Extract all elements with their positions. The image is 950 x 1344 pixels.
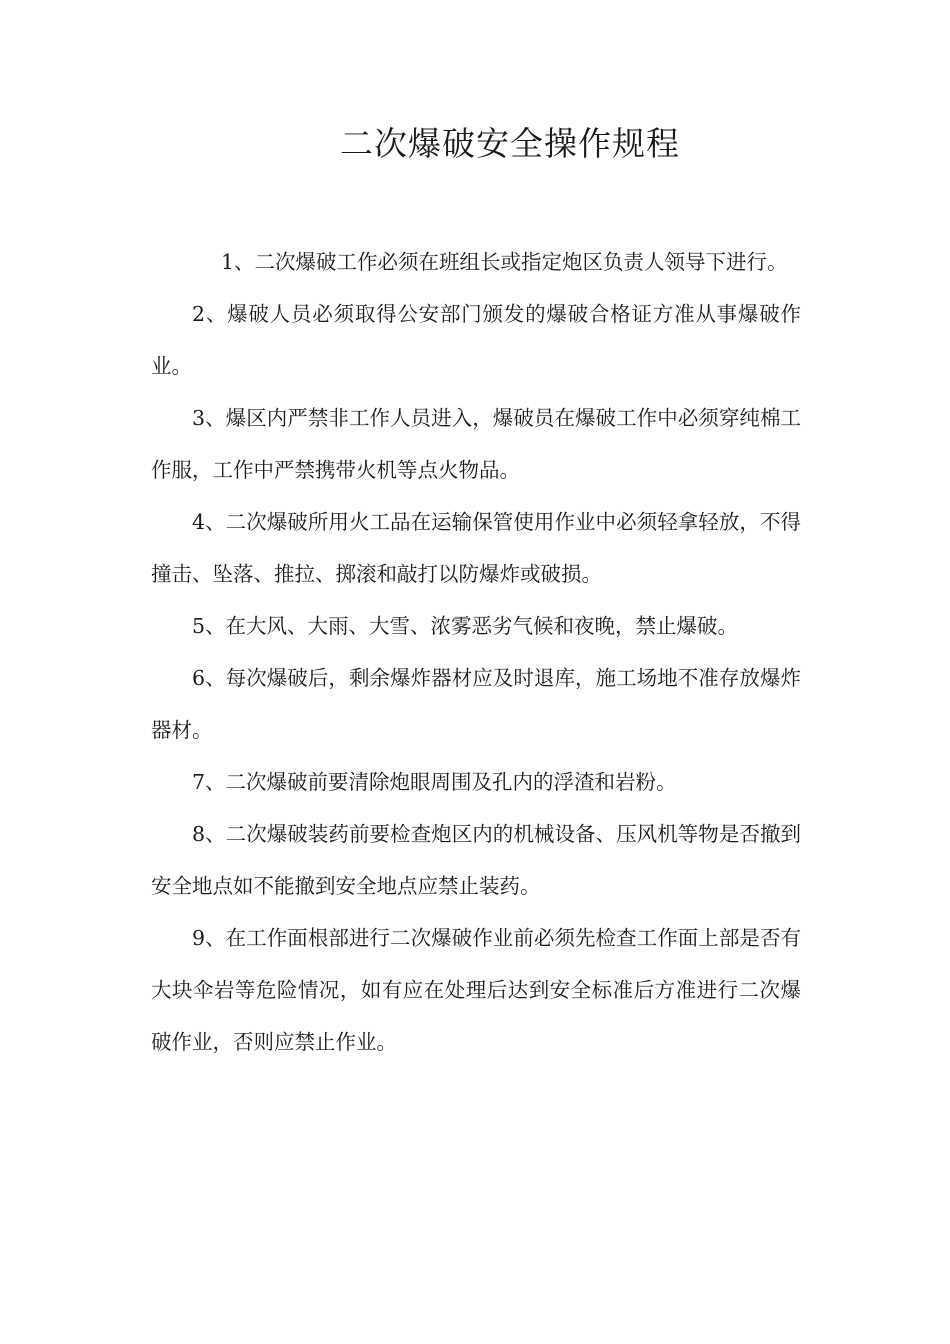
rule-item-6: 6、每次爆破后，剩余爆炸器材应及时退库，施工场地不准存放爆炸器材。 <box>151 666 801 742</box>
rule-item-9: 9、在工作面根部进行二次爆破作业前必须先检查工作面上部是否有大块伞岩等危险情况，如有应在处理后达到安全标准后方准进行二次爆破作业，否则应禁止作业。 <box>151 926 801 1054</box>
rule-item-1: 1、二次爆破工作必须在班组长或指定炮区负责人领导下进行。 <box>221 250 788 274</box>
rule-item-4: 4、二次爆破所用火工品在运输保管使用作业中必须轻拿轻放，不得撞击、坠落、推拉、掷滚和敲打以防爆炸或破损。 <box>151 510 801 586</box>
document-title: 二次爆破安全操作规程 <box>340 124 680 163</box>
rule-item-7: 7、二次爆破前要清除炮眼周围及孔内的浮渣和岩粉。 <box>192 770 677 794</box>
rule-item-8: 8、二次爆破装药前要检查炮区内的机械设备、压风机等物是否撤到安全地点如不能撤到安全地点应禁止装药。 <box>151 822 801 898</box>
rules-list <box>151 236 801 1068</box>
rule-item-5: 5、在大风、大雨、大雪、浓雾恶劣气候和夜晚，禁止爆破。 <box>192 614 739 638</box>
rule-item-3: 3、爆区内严禁非工作人员进入，爆破员在爆破工作中必须穿纯棉工作服，工作中严禁携带火机等点火物品。 <box>151 406 801 482</box>
rule-item-2: 2、爆破人员必须取得公安部门颁发的爆破合格证方准从事爆破作业。 <box>151 302 801 378</box>
